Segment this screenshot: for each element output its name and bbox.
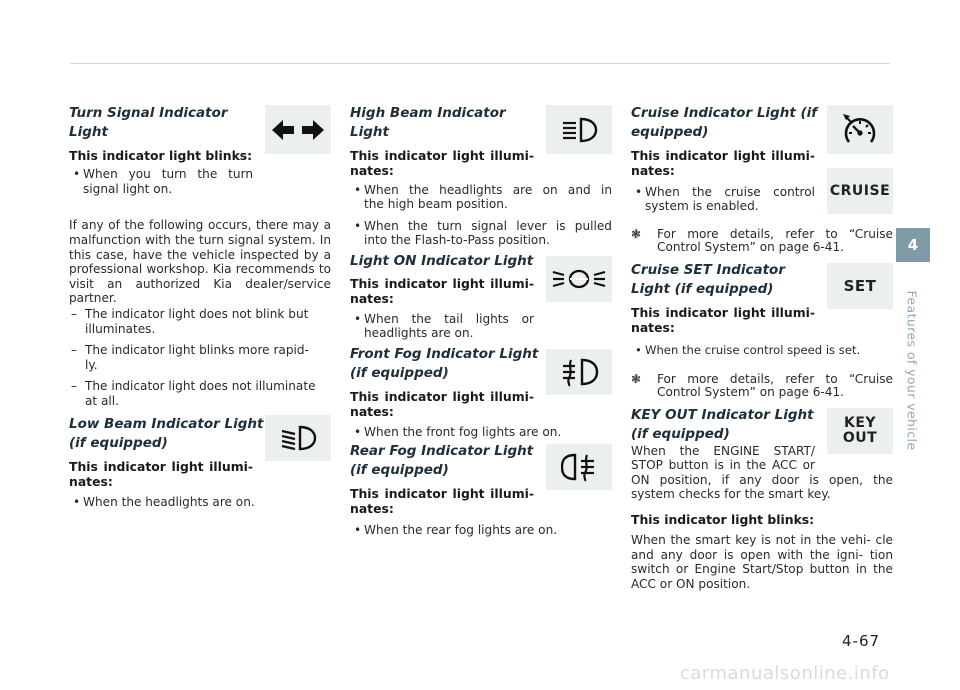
key-out-badge-key: KEY — [843, 414, 877, 431]
light-on-title: Light ON Indicator Light — [350, 252, 534, 269]
front-fog-icon — [559, 357, 599, 387]
high-beam-icon — [559, 116, 599, 144]
turn-signal-arrows-icon — [272, 119, 324, 141]
section-turn-signal — [69, 104, 331, 409]
list-item: – The indicator light does not blink but illuminates. — [69, 307, 331, 336]
page-number: 4-67 — [842, 632, 881, 650]
section-cruise-set — [631, 261, 893, 400]
rear-fog-title: Rear Fog Indicator Light (if equipped) — [350, 442, 534, 478]
list-item: • When the headlights are on. — [69, 495, 331, 510]
section-high-beam — [350, 104, 612, 248]
section-light-on — [350, 252, 612, 341]
front-fog-icon-box — [546, 349, 612, 395]
watermark: carmanualsonline.info — [680, 663, 890, 684]
list-item: • When the tail lights or headlights are on. — [350, 312, 534, 341]
key-out-intro: This indicator light blinks: — [631, 511, 815, 527]
list-item: • When the cruise control speed is set. — [631, 343, 893, 358]
chapter-title-vertical: Features of your vehicle — [904, 290, 920, 450]
key-out-paragraph-1: When the ENGINE START/ STOP button is in the ACC or — [631, 443, 815, 473]
high-beam-title: High Beam Indicator Light — [350, 105, 506, 140]
cruise-badge: CRUISE — [829, 183, 891, 199]
light-on-icon-box — [546, 256, 612, 302]
top-rule — [70, 63, 890, 64]
turn-signal-intro: This indicator light blinks: — [69, 148, 253, 163]
column-1 — [69, 104, 331, 510]
key-out-paragraph-3: When the smart key is not in the vehi- cle and any door is open with the igni- tion switch or Engine Start/Stop button in the ACC or ON position. — [631, 533, 893, 592]
cruise-note: ❃ For more details, refer to “Cruise Control System” on page 6-41. — [631, 226, 893, 255]
rear-fog-icon — [561, 452, 597, 482]
cruise-set-title: Cruise SET Indicator Light (if equipped) — [631, 261, 785, 297]
rear-fog-intro: This indicator light illumi- nates: — [350, 485, 534, 517]
tail-light-icon — [551, 268, 607, 290]
section-cruise — [631, 104, 893, 255]
list-item: • When the rear fog lights are on. — [350, 523, 612, 538]
cruise-gauge-icon — [840, 112, 880, 148]
key-out-title: KEY OUT Indicator Light (if equipped) — [631, 406, 814, 442]
chapter-tab: 4 — [896, 228, 930, 262]
rear-fog-icon-box — [546, 444, 612, 490]
turn-signal-icon-box — [265, 105, 331, 154]
section-front-fog — [350, 345, 612, 440]
front-fog-title: Front Fog Indicator Light (if equipped) — [350, 345, 539, 381]
turn-signal-title: Turn Signal Indicator Light — [69, 105, 228, 140]
high-beam-icon-box — [546, 105, 612, 154]
turn-signal-paragraph: If any of the following occurs, there may a malfunction with the turn signal system. In this case, have the vehicle inspected by a professional workshop. Kia recommends to visit an authorized Kia dealer/service partner. — [69, 218, 331, 306]
cruise-badge-box — [827, 168, 893, 214]
list-item: – The indicator light does not illuminate at all. — [69, 379, 331, 408]
low-beam-intro: This indicator light illumi- nates: — [69, 458, 253, 489]
list-item: • When you turn the turn signal light on. — [69, 167, 253, 196]
section-low-beam — [69, 415, 331, 510]
low-beam-icon-box — [265, 415, 331, 461]
light-on-intro: This indicator light illumi- nates: — [350, 275, 534, 307]
set-badge: SET — [843, 276, 877, 295]
cruise-title: Cruise Indicator Light (if equipped) — [631, 105, 818, 140]
note-asterism-icon: ❃ — [631, 226, 642, 241]
section-key-out — [631, 406, 893, 592]
list-item: • When the turn signal lever is pulled into the Flash-to-Pass position. — [350, 219, 612, 248]
key-out-paragraph-2: ON position, if any door is open, the system checks for the smart key. — [631, 472, 893, 502]
column-2 — [350, 104, 612, 537]
cruise-intro: This indicator light illumi- nates: — [631, 148, 815, 179]
cruise-icon-box — [827, 105, 893, 154]
front-fog-intro: This indicator light illumi- nates: — [350, 388, 534, 420]
cruise-set-intro: This indicator light illumi- nates: — [631, 304, 815, 335]
list-item: • When the cruise control system is enabled. — [631, 185, 815, 214]
list-item: • When the headlights are on and in the high beam position. — [350, 183, 612, 212]
column-3 — [631, 104, 893, 592]
high-beam-intro: This indicator light illumi- nates: — [350, 148, 534, 179]
low-beam-icon — [278, 424, 318, 452]
cruise-set-note: ❃ For more details, refer to “Cruise Control System” on page 6-41. — [631, 371, 893, 400]
low-beam-title: Low Beam Indicator Light (if equipped) — [69, 415, 264, 451]
note-asterism-icon: ❃ — [631, 371, 642, 386]
section-rear-fog — [350, 442, 612, 537]
list-item: – The indicator light blinks more rapid- ly. — [69, 343, 331, 372]
key-out-badge-out: OUT — [842, 429, 878, 446]
list-item: • When the front fog lights are on. — [350, 425, 612, 440]
